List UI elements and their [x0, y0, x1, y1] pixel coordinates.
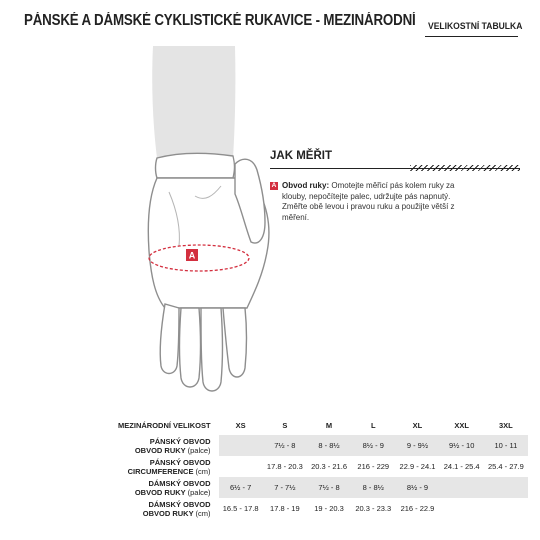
- row-label: [10, 456, 219, 477]
- table-row: [10, 477, 528, 498]
- table-cell: 7 - 7½: [263, 477, 307, 498]
- table-cell: 8 - 8½: [307, 435, 351, 456]
- table-cell: 17.8 - 20.3: [266, 462, 303, 471]
- size-3xl: 3XL: [499, 421, 513, 430]
- table-cell: 10 - 11: [484, 435, 528, 456]
- row-label-line1: PÁNSKÝ OBVOD: [149, 457, 211, 467]
- arm-shape: [152, 46, 235, 158]
- row-label-line2: OBVOD RUKY: [134, 445, 186, 455]
- subtitle-underline: [425, 36, 518, 37]
- glove-illustration: [135, 46, 285, 406]
- how-to-measure: [270, 150, 520, 223]
- row-label-line2: CIRCUMFERENCE: [127, 466, 194, 476]
- table-cell: 20.3 - 23.3: [355, 504, 392, 513]
- step-description: [282, 181, 462, 223]
- table-cell: 25.4 - 27.9: [487, 462, 524, 471]
- table-cell: [484, 477, 528, 498]
- table-cell: 9 - 9½: [395, 435, 439, 456]
- glove-icon: [148, 153, 269, 391]
- table-cell: 24.1 - 25.4: [443, 462, 480, 471]
- table-cell: [440, 477, 484, 498]
- table-row: [10, 498, 528, 519]
- size-xl: XL: [412, 421, 423, 430]
- measure-step-a: [270, 181, 520, 223]
- table-cell: 7½ - 8: [263, 435, 307, 456]
- size-xs: XS: [235, 421, 246, 430]
- row-label: [10, 477, 219, 498]
- table-cell: 216 - 229: [357, 462, 390, 471]
- how-to-title: JAK MĚŘIT: [270, 150, 332, 162]
- row-label-line1: PÁNSKÝ OBVOD: [149, 436, 211, 446]
- row-label-line1: DÁMSKÝ OBVOD: [148, 478, 211, 488]
- table-cell: 216 - 22.9: [400, 504, 435, 513]
- step-term: Obvod ruky:: [282, 181, 330, 190]
- table-cell: 17.8 - 19: [270, 504, 300, 513]
- table-cell: 20.3 - 21.6: [311, 462, 347, 471]
- table-cell: [219, 456, 263, 477]
- size-s: S: [282, 421, 288, 430]
- table-cell: 7½ - 8: [307, 477, 351, 498]
- row-unit: (cm): [195, 508, 211, 518]
- table-cell: 8½ - 9: [351, 435, 395, 456]
- table-cell: 8½ - 9: [395, 477, 439, 498]
- row-label: [10, 435, 219, 456]
- page-title: PÁNSKÉ A DÁMSKÉ CYKLISTICKÉ RUKAVICE - MEZINÁRODNÍ: [24, 12, 416, 29]
- how-to-rule: [270, 168, 520, 169]
- table-cell: [484, 498, 528, 519]
- step-badge: A: [271, 182, 277, 189]
- size-table: [10, 416, 528, 519]
- rule-hatch: [410, 165, 520, 171]
- step-text: Omotejte měřicí pás kolem ruky za klouby, nepočítejte palec, udržujte pás napnutý. Změřte obě levou i pravou ruku a použijte větší z měření.: [282, 181, 455, 222]
- marker-a-label: A: [188, 250, 196, 261]
- table-cell: 8 - 8½: [351, 477, 395, 498]
- table-cell: 9½ - 10: [440, 435, 484, 456]
- table-row: [10, 456, 528, 477]
- table-cell: 19 - 20.3: [314, 504, 344, 513]
- row-unit: (palce): [187, 445, 211, 455]
- table-cell: 22.9 - 24.1: [399, 462, 436, 471]
- row-label-line1: DÁMSKÝ OBVOD: [148, 499, 211, 509]
- size-m: M: [325, 421, 333, 430]
- table-row: [10, 435, 528, 456]
- page-subtitle: VELIKOSTNÍ TABULKA: [428, 21, 523, 32]
- table-cell: 6½ - 7: [219, 477, 263, 498]
- row-label-line2: OBVOD RUKY: [142, 508, 194, 518]
- row-unit: (cm): [195, 466, 211, 476]
- table-cell: [440, 498, 484, 519]
- row-unit: (palce): [187, 487, 211, 497]
- header-label: MEZINÁRODNÍ VELIKOST: [118, 421, 211, 430]
- row-label: [10, 498, 219, 519]
- size-l: L: [370, 421, 376, 430]
- table-cell: [219, 435, 263, 456]
- size-table-header: [10, 416, 528, 435]
- row-label-line2: OBVOD RUKY: [134, 487, 186, 497]
- size-xxl: XXL: [454, 421, 469, 430]
- table-cell: 16.5 - 17.8: [222, 504, 259, 513]
